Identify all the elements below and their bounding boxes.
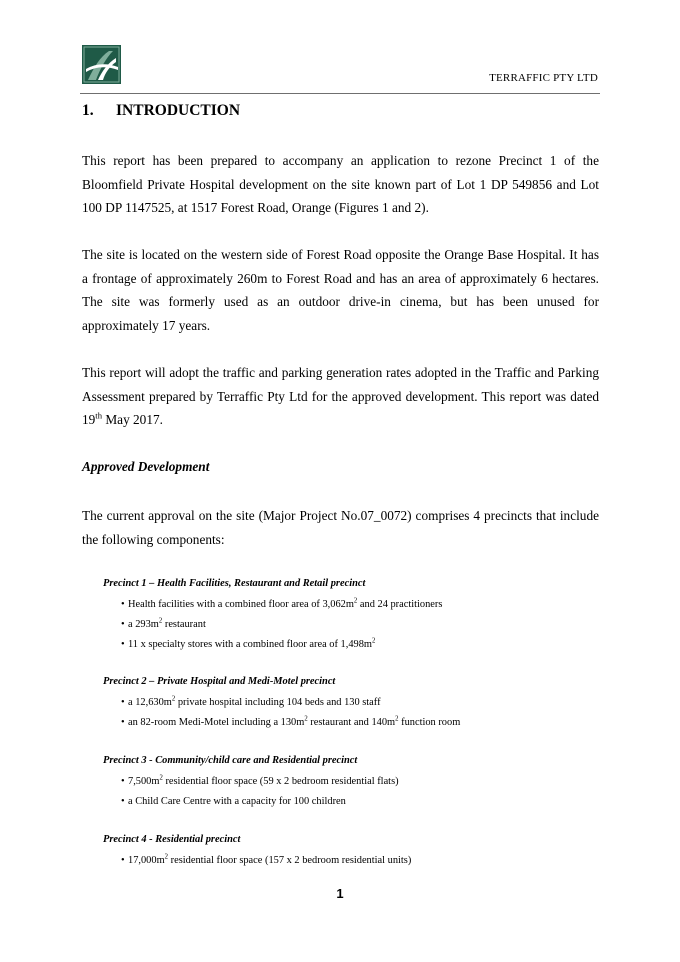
- bullet-icon: •: [121, 855, 125, 866]
- header-rule: [80, 93, 600, 94]
- para3-text: This report will adopt the traffic and parking generation rates adopted in the Traffic and Parking Assessment prepared by Terraffic Pty Ltd for the approved development. This report was dated 19: [82, 365, 599, 427]
- item-text-mid: restaurant and 140m: [307, 717, 396, 728]
- section-number: 1.: [82, 102, 94, 119]
- item-text-end: residential floor space (157 x 2 bedroom residential units): [168, 855, 412, 866]
- page-number: 1: [336, 886, 344, 901]
- item-text: 7,500m: [128, 776, 160, 787]
- item-sup: 2: [171, 695, 176, 703]
- item-sup: 2: [158, 617, 163, 625]
- section-title: INTRODUCTION: [116, 102, 241, 119]
- precinct-title: Precinct 4 - Residential precinct: [103, 834, 241, 845]
- item-text-end: function room: [398, 717, 461, 728]
- item-text: a 293m: [128, 619, 159, 630]
- precinct-1: [103, 576, 583, 656]
- item-sup: 2: [159, 774, 163, 782]
- section-heading: [82, 102, 240, 120]
- paragraph-4: The current approval on the site (Major Project No.07_0072) comprises 4 precincts that include the following components:: [82, 508, 599, 547]
- paragraph-2: The site is located on the western side of Forest Road opposite the Orange Base Hospital. It has a frontage of approximately 260m to Forest Road and has an area of approximately 6 hectares. The site was formerly used as an outdoor drive-in cinema, but has been unused for approximately 17 years.: [82, 247, 599, 333]
- precinct-2: [103, 674, 583, 734]
- item-text: a Child Care Centre with a capacity for 100 children: [128, 796, 346, 807]
- list-item: [103, 616, 583, 636]
- bullet-icon: •: [121, 796, 125, 807]
- bullet-icon: •: [121, 697, 125, 708]
- item-text-end: and 24 practitioners: [357, 599, 443, 610]
- list-item: [103, 773, 583, 793]
- para3-sup: th: [95, 410, 103, 421]
- paragraph-1: This report has been prepared to accompany an application to rezone Precinct 1 of the Bloomfield Private Hospital development on the site known part of Lot 1 DP 549856 and Lot 100 DP 1147525, at 1517 Forest Road, Orange (Figures 1 and 2).: [82, 153, 599, 215]
- item-text-end: residential floor space (59 x 2 bedroom residential flats): [162, 776, 399, 787]
- precinct-3: [103, 753, 583, 813]
- item-text: a 12,630m: [128, 697, 172, 708]
- precinct-title: Precinct 1 – Health Facilities, Restaurant and Retail precinct: [103, 578, 366, 589]
- item-sup: 2: [395, 715, 399, 723]
- precinct-4: [103, 832, 583, 872]
- bullet-icon: •: [121, 599, 125, 610]
- terraffic-logo-icon: [82, 45, 121, 84]
- precinct-title: Precinct 3 - Community/child care and Residential precinct: [103, 755, 358, 766]
- subheading: Approved Development: [82, 459, 210, 474]
- item-text-end: restaurant: [162, 619, 206, 630]
- company-name: TERRAFFIC PTY LTD: [489, 72, 598, 84]
- bullet-icon: •: [121, 619, 125, 630]
- list-item: [103, 852, 583, 872]
- list-item: [103, 694, 583, 714]
- para3-text-end: May 2017.: [102, 412, 163, 427]
- bullet-icon: •: [121, 639, 125, 650]
- precinct-title: Precinct 2 – Private Hospital and Medi-Motel precinct: [103, 676, 336, 687]
- item-sup: 2: [164, 853, 169, 861]
- item-sup: 2: [372, 637, 376, 645]
- list-item: [103, 636, 583, 656]
- bullet-icon: •: [121, 776, 125, 787]
- paragraph-3: [82, 361, 599, 432]
- item-text: Health facilities with a combined floor area of 3,062m: [128, 599, 354, 610]
- item-text: an 82-room Medi-Motel including a 130m: [128, 717, 305, 728]
- item-sup: 2: [353, 597, 358, 605]
- item-text-end: private hospital including 104 beds and 130 staff: [175, 697, 381, 708]
- bullet-icon: •: [121, 717, 125, 728]
- list-item: [103, 793, 583, 813]
- list-item: [103, 596, 583, 616]
- item-text: 17,000m: [128, 855, 165, 866]
- item-text: 11 x specialty stores with a combined floor area of 1,498m: [128, 639, 373, 650]
- item-sup: 2: [304, 715, 308, 723]
- list-item: [103, 714, 583, 734]
